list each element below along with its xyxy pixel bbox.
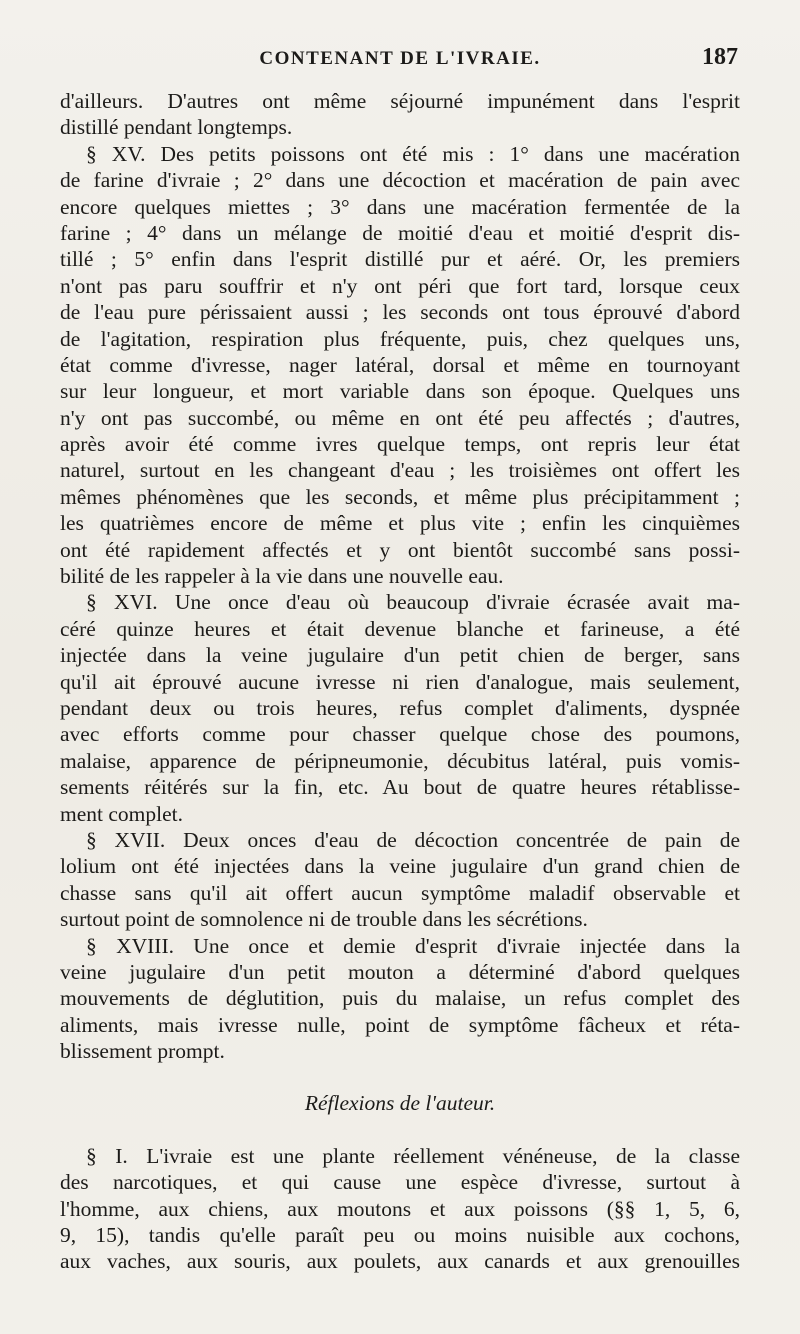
text-line: après avoir été comme ivres quelque temps, ont repris leur état xyxy=(60,432,740,457)
text-line: mouvements de déglutition, puis du malaise, un refus complet des xyxy=(60,986,740,1011)
text-line: 9, 15), tandis qu'elle paraît peu ou moins nuisible aux cochons, xyxy=(60,1223,740,1248)
text-line: l'homme, aux chiens, aux moutons et aux poissons (§§ 1, 5, 6, xyxy=(60,1196,740,1221)
text-line: les quatrièmes encore de même et plus vite ; enfin les cinquièmes xyxy=(60,511,740,536)
text-line: état comme d'ivresse, nager latéral, dorsal et même en tournoyant xyxy=(60,352,740,377)
text-line: de farine d'ivraie ; 2° dans une décoction et macération de pain avec xyxy=(60,168,740,193)
section-heading: Réflexions de l'auteur. xyxy=(304,1091,496,1116)
text-line: ont été rapidement affectés et y ont bientôt succombé sans possi- xyxy=(60,537,740,562)
text-line: n'y ont pas succombé, ou même en ont été peu affectés ; d'autres, xyxy=(60,405,740,430)
text-line: veine jugulaire d'un petit mouton a déterminé d'abord quelques xyxy=(60,959,740,984)
text-line: de l'agitation, respiration plus fréquente, puis, chez quelques uns, xyxy=(60,326,740,351)
text-line: farine ; 4° dans un mélange de moitié d'eau et moitié d'esprit dis- xyxy=(60,220,740,245)
text-line: sements réitérés sur la fin, etc. Au bout de quatre heures rétablisse- xyxy=(60,775,740,800)
page-header xyxy=(60,44,740,76)
text-line: aliments, mais ivresse nulle, point de symptôme fâcheux et réta- xyxy=(60,1012,740,1037)
text-line: naturel, surtout en les changeant d'eau ; les troisièmes ont offert les xyxy=(60,458,740,483)
paragraph-section-xvii: § XVII. Deux onces d'eau de décoction concentrée de pain de xyxy=(86,827,740,852)
body-text xyxy=(60,88,740,1275)
text-line: surtout point de somnolence ni de trouble dans les sécrétions. xyxy=(60,907,588,932)
text-line: encore quelques miettes ; 3° dans une macération fermentée de la xyxy=(60,194,740,219)
text-line: blissement prompt. xyxy=(60,1039,225,1064)
text-line: lolium ont été injectées dans la veine jugulaire d'un grand chien de xyxy=(60,854,740,879)
text-line: tillé ; 5° enfin dans l'esprit distillé pur et aéré. Or, les premiers xyxy=(60,247,740,272)
section-spacer xyxy=(60,1117,740,1143)
text-line: aux vaches, aux souris, aux poulets, aux canards et aux grenouilles xyxy=(60,1249,740,1274)
text-line: des narcotiques, et qui cause une espèce d'ivresse, surtout à xyxy=(60,1170,740,1195)
text-line: céré quinze heures et était devenue blanche et farineuse, a été xyxy=(60,616,740,641)
page-number: 187 xyxy=(702,44,738,70)
text-line: ment complet. xyxy=(60,801,183,826)
text-line: malaise, apparence de péripneumonie, décubitus latéral, puis vomis- xyxy=(60,748,740,773)
text-line: qu'il ait éprouvé aucune ivresse ni rien d'analogue, mais seulement, xyxy=(60,669,740,694)
text-line: injectée dans la veine jugulaire d'un petit chien de berger, sans xyxy=(60,643,740,668)
paragraph-section-xvi: § XVI. Une once d'eau où beaucoup d'ivraie écrasée avait ma- xyxy=(86,590,740,615)
paragraph-section-i: § I. L'ivraie est une plante réellement vénéneuse, de la classe xyxy=(86,1143,740,1168)
text-line: d'ailleurs. D'autres ont même séjourné impunément dans l'esprit xyxy=(60,89,740,113)
text-line: pendant deux ou trois heures, refus complet d'aliments, dyspnée xyxy=(60,695,740,720)
text-line: chasse sans qu'il ait offert aucun symptôme maladif observable et xyxy=(60,880,740,905)
text-line: sur leur longueur, et mort variable dans son époque. Quelques uns xyxy=(60,379,740,404)
section-spacer xyxy=(60,1064,740,1090)
paragraph-section-xviii: § XVIII. Une once et demie d'esprit d'ivraie injectée dans la xyxy=(86,933,740,958)
paragraph-section-xv: § XV. Des petits poissons ont été mis : 1° dans une macération xyxy=(86,141,740,166)
text-line: bilité de les rappeler à la vie dans une nouvelle eau. xyxy=(60,564,504,589)
text-line: distillé pendant longtemps. xyxy=(60,115,293,140)
text-line: de l'eau pure périssaient aussi ; les seconds ont tous éprouvé d'abord xyxy=(60,300,740,325)
text-line: mêmes phénomènes que les seconds, et même plus précipitamment ; xyxy=(60,484,740,509)
text-line: n'ont pas paru souffrir et n'y ont péri que fort tard, lorsque ceux xyxy=(60,273,740,298)
running-head: CONTENANT DE L'IVRAIE. xyxy=(259,48,541,69)
text-line: avec efforts comme pour chasser quelque chose des poumons, xyxy=(60,722,740,747)
